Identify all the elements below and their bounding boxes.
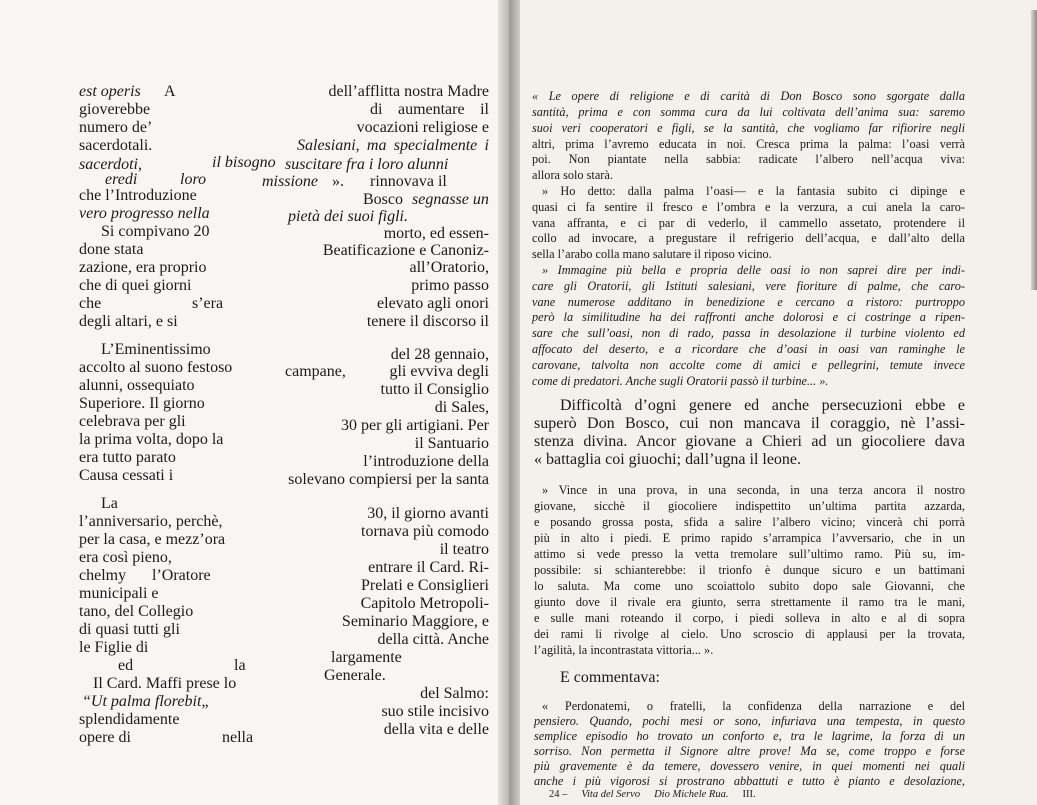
text-line: sacerdoti, — [79, 156, 142, 173]
text-line: all’Oratorio, — [409, 259, 489, 276]
body-line: E commentava: — [560, 669, 660, 686]
text-line: ». — [332, 173, 344, 190]
quote-line: pensiero. Quando, pochi mesi or sono, infuriava una tempesta, in questo — [534, 714, 965, 728]
quote-line: giunto dove il rivale era giunto, serra strettamente il ramo tra le mani, — [534, 595, 965, 609]
body-line: stenza divina. Ancor giovane a Chieri ad un giocoliere dava — [534, 433, 965, 450]
text-line: A — [164, 83, 176, 100]
text-line: dell’afflitta nostra Madre — [328, 83, 489, 100]
quote-line: dei rami li rivolge al cielo. Uno scroscio di applausi per la trovata, — [534, 627, 965, 641]
quote-line: vane numerose additano in benedizione e cercano a ristoro: purtroppo — [532, 295, 965, 309]
text-line: numero de’ — [79, 119, 153, 136]
text-line: che di quei giorni — [79, 277, 192, 294]
quote-line: possibile: si schianterebbe: il trionfo è dunque sicuro e un battimani — [534, 563, 965, 577]
text-line: alunni, ossequiato — [79, 377, 195, 394]
text-line: Prelati e Consiglieri — [361, 577, 489, 594]
right-page — [520, 0, 1037, 805]
quote-line: « Le opere di religione e di carità di Don Bosco sono sgorgate dalla — [532, 89, 965, 103]
text-line: ed — [118, 657, 134, 674]
text-line: celebrava per gli — [79, 413, 186, 430]
text-line: largamente — [331, 649, 402, 666]
text-line: il Santuario — [414, 435, 489, 452]
quote-line: sella l’arabo colla mano salutare il riposo vicino. — [532, 247, 772, 261]
text-line: tornava più comodo — [361, 523, 489, 540]
quote-line: l’agilità, la incontrastata vittoria... ». — [534, 643, 714, 657]
quote-line: » Immagine più bella e propria delle oasi io non saprei dire per indi- — [542, 263, 965, 277]
quote-line: sorriso. Non permetta il Signore altre prove! Ma se, come troppo e forse — [534, 744, 965, 758]
quote-line: « Perdonatemi, o fratelli, la confidenza della narrazione e del — [542, 699, 965, 713]
text-line: le Figlie di — [79, 639, 149, 656]
body-line: Difficoltà d’ogni genere ed anche persecuzioni ebbe e — [560, 397, 965, 414]
text-line: splendidamente — [79, 711, 180, 728]
text-line: la prima volta, dopo la — [79, 431, 224, 448]
book-gutter — [498, 0, 520, 805]
quote-line: e sulle mani roteando il corpo, i piedi solleva in alto e al di sopra — [534, 611, 965, 625]
text-line: Il Card. Maffi prese lo — [93, 675, 237, 692]
text-line: il teatro — [439, 541, 489, 558]
text-line: sacerdotali. — [79, 137, 153, 154]
text-line: morto, ed essen- — [383, 225, 489, 242]
text-line: vocazioni religiose e — [356, 119, 489, 136]
text-line: pietà dei suoi figli. — [288, 208, 408, 225]
text-line: l’introduzione della — [363, 453, 489, 470]
text-line: Salesiani, ma specialmente i — [297, 137, 489, 154]
text-line: 30, il giorno avanti — [367, 505, 489, 522]
quote-line: care gli Oratorii, gli Istituti salesiani, vere fioriture di palme, che caro- — [532, 279, 965, 293]
text-line: l’Oratore — [152, 567, 211, 584]
text-line: primo passo — [411, 277, 489, 294]
quote-line: santità, prima e con somma cura da lui coltivata dell’anima sua: saremo — [532, 105, 965, 119]
text-line: era così pieno, — [79, 549, 172, 566]
text-line: Generale. — [324, 667, 386, 684]
text-line: suscitare fra i loro alunni — [285, 156, 449, 173]
text-line: del 28 gennaio, — [390, 346, 489, 363]
quote-line: allora solo starà. — [532, 168, 613, 182]
page-footer — [549, 789, 770, 800]
quote-line: attimo si vede presso la vetta tremolare sull’ultimo ramo. Più su, im- — [534, 547, 965, 561]
body-line: « battaglia coi giuochi; dall’ugna il leone. — [534, 451, 802, 468]
text-line: est operis — [79, 83, 141, 100]
text-line: s’era — [192, 295, 224, 312]
text-line: era tutto parato — [79, 449, 176, 466]
text-line: degli altari, e si — [79, 313, 178, 330]
text-line: la — [234, 657, 246, 674]
text-line: Superiore. Il giorno — [79, 395, 205, 412]
text-line: “Ut palma florebit„ — [82, 693, 211, 710]
quote-line: e posando grossa posta, sfida a salire l’albero vicino; vincerà chi porrà — [534, 515, 965, 529]
running-title: Vita del Servo — [581, 789, 641, 800]
quote-line: però la similitudine ha dei raffronti anche dolorosi e ci costringe a ripen- — [532, 310, 965, 324]
text-line: di Sales, — [434, 399, 489, 416]
volume-number: III. — [742, 789, 756, 800]
quote-line: altri, prima l’avremo educata in noi. Cresca prima la palma: l’oasi verrà — [532, 137, 965, 151]
quote-line: quasi ci fa sentire il fresco e l’ombra e la verzura, a cui anela la caro- — [532, 200, 965, 214]
text-line: di aumentare il — [370, 101, 489, 118]
text-line: tenere il discorso il — [366, 313, 489, 330]
text-line: vero progresso nella — [79, 205, 210, 222]
quote-line: come di predatori. Anche sugli Oratorii passò il turbine... ». — [532, 374, 829, 388]
text-line: della vita e delle — [383, 721, 489, 738]
text-line: gli evviva degli — [389, 363, 489, 380]
text-line: La — [101, 495, 118, 512]
quote-line: anche i più vigorosi si prostrano abbattuti e tutto è pianto e desolazione, — [534, 774, 965, 788]
text-line: Causa cessati i — [79, 467, 174, 484]
text-line: solevano compiersi per la santa — [288, 471, 489, 488]
left-page — [0, 0, 503, 805]
text-line: Si compivano 20 — [101, 223, 210, 240]
text-line: opere di — [79, 729, 131, 746]
quote-line: giovane, sicchè il giocoliere indispettito un’ultima partita azzarda, — [534, 499, 965, 513]
text-line: tano, del Collegio — [79, 603, 194, 620]
text-line: il bisogno — [212, 154, 276, 171]
text-line: elevato agli onori — [377, 295, 489, 312]
text-line: entrare il Card. Ri- — [368, 559, 489, 576]
text-line: del Salmo: — [420, 685, 489, 702]
quote-line: » Ho detto: dalla palma l’oasi— e la fantasia subito ci dipinge e — [542, 184, 965, 198]
text-line: l’anniversario, perchè, — [79, 513, 223, 530]
quote-line: più in alto i piedi. E primo rapido s’arrampica l’avversario, che in un — [534, 531, 965, 545]
text-line: zazione, era proprio — [79, 259, 207, 276]
text-line: della città. Anche — [377, 631, 489, 648]
text-line: done stata — [79, 241, 144, 258]
text-line: gioverebbe — [79, 101, 151, 118]
text-line: segnasse un — [412, 191, 489, 208]
text-line: per la casa, e mezz’ora — [79, 531, 226, 548]
quote-line: suoi veri cooperatori e figli, se la santità, che vogliamo far rifiorire negli — [532, 121, 965, 135]
quote-line: vana affranta, e ci par di vederlo, il cammello assetato, protendere il — [532, 216, 965, 230]
quote-line: lo saluta. Ma come uno scoiattolo subito dopo sale Giovanni, che — [534, 579, 965, 593]
quote-line: più gravemente è da temere, dovessero venire, in quei momenti nei quali — [534, 759, 965, 773]
quote-line: poi. Non piantate nella sabbia: radicate l’albero nell’acqua viva: — [532, 152, 965, 166]
text-line: accolto al suono festoso — [79, 359, 233, 376]
text-line: che — [79, 295, 102, 312]
text-line: chelmy — [79, 567, 127, 584]
quote-line: sare che sull’oasi, non di rado, passa in desolazione il turbine violento ed — [532, 326, 965, 340]
text-line: nella — [222, 729, 254, 746]
text-line: loro — [180, 171, 207, 188]
quote-line: affocato del deserto, e a ricordare che d’oasi in oasi van raminghe le — [532, 342, 965, 356]
quote-line: semplice episodio ho trovato un conforto e, tra le lagrime, la forza di un — [534, 729, 965, 743]
running-author: Dio Michele Rua. — [654, 789, 729, 800]
text-line: tutto il Consiglio — [380, 381, 489, 398]
text-line: eredi — [105, 171, 138, 188]
page-edge-shadow — [1031, 10, 1037, 290]
text-line: Bosco — [363, 191, 403, 208]
quote-line: collo ad invocare, a pregustare il refrigerio dell’acqua, e dall’alto della — [532, 231, 965, 245]
text-line: missione — [262, 173, 318, 190]
quote-line: carovane, talvolta non accolte come di amici e pellegrini, temute invece — [532, 358, 965, 372]
body-line: superò Don Bosco, cui non mancava il coraggio, nè l’assi- — [534, 415, 965, 432]
text-line: 30 per gli artigiani. Per — [341, 417, 489, 434]
text-line: Seminario Maggiore, e — [341, 613, 489, 630]
text-line: municipali e — [79, 585, 159, 602]
text-line: L’Eminentissimo — [101, 341, 211, 358]
text-line: campane, — [285, 363, 346, 380]
text-line: suo stile incisivo — [381, 703, 489, 720]
text-line: di quasi tutti gli — [79, 621, 180, 638]
text-line: Capitolo Metropoli- — [360, 595, 489, 612]
text-line: rinnovava il — [370, 173, 447, 190]
page-number: 24 – — [549, 789, 568, 800]
quote-line: » Vince in una prova, in una seconda, in una terza ancora il nostro — [542, 483, 965, 497]
text-line: che l’Introduzione — [79, 187, 197, 204]
text-line: Beatificazione e Canoniz- — [322, 242, 489, 259]
